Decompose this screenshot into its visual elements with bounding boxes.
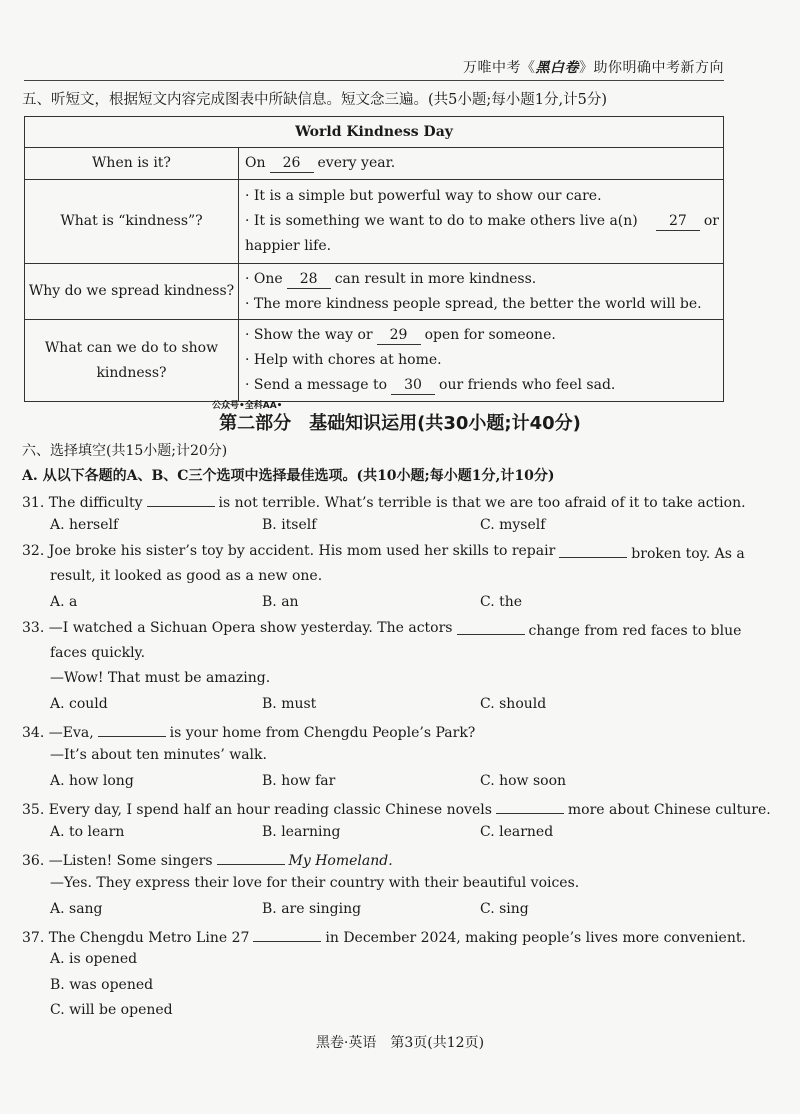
- answer-blank: [147, 492, 215, 507]
- option-b[interactable]: B. learning: [262, 824, 341, 840]
- answer-blank: [217, 850, 285, 865]
- table-question: What is “kindness”?: [25, 180, 239, 264]
- option-c[interactable]: C. myself: [480, 517, 546, 533]
- section5-title: 五、听短文，根据短文内容完成图表中所缺信息。短文念三遍。(共5小题;每小题1分,计5分): [22, 92, 607, 108]
- table-question: When is it?: [25, 148, 239, 180]
- option-a[interactable]: A. how long: [50, 773, 134, 789]
- table-title: World Kindness Day: [25, 117, 724, 148]
- header-slogan: 万唯中考《黑白卷》助你明确中考新方向: [463, 60, 724, 76]
- answer-blank: [253, 927, 321, 942]
- watermark-text: 公众号•全科AA•: [212, 401, 283, 411]
- table-answer: · It is a simple but powerful way to show our care. · It is something we want to do to make others live a(n) 27 or happier life.: [239, 180, 724, 264]
- kindness-table: [24, 116, 724, 402]
- question-34: 34. —Eva, is your home from Chengdu People’s Park?: [22, 722, 475, 741]
- option-c[interactable]: C. the: [480, 594, 523, 610]
- option-c[interactable]: C. should: [480, 696, 547, 712]
- question-32-cont: result, it looked as good as a new one.: [50, 568, 323, 584]
- option-b[interactable]: B. are singing: [262, 901, 362, 917]
- option-a[interactable]: A. is opened: [50, 951, 138, 967]
- option-a[interactable]: A. herself: [50, 517, 119, 533]
- option-a[interactable]: A. sang: [50, 901, 103, 917]
- answer-blank: 28: [287, 270, 331, 289]
- option-b[interactable]: B. itself: [262, 517, 317, 533]
- answer-blank: [496, 799, 564, 814]
- section6-subA-title: A. 从以下各题的A、B、C三个选项中选择最佳选项。(共10小题;每小题1分,计10分): [22, 468, 555, 484]
- table-answer: · One 28 can result in more kindness. · The more kindness people spread, the better the world will be.: [239, 264, 724, 320]
- answer-blank: 27: [656, 212, 700, 231]
- option-b[interactable]: B. was opened: [50, 977, 154, 993]
- table-answer: On 26 every year.: [239, 148, 724, 180]
- table-question: What can we do to show kindness?: [25, 320, 239, 402]
- answer-blank: [98, 722, 166, 737]
- option-c[interactable]: C. will be opened: [50, 1002, 173, 1018]
- answer-blank: 30: [391, 376, 435, 395]
- answer-blank: [559, 543, 627, 558]
- question-35: 35. Every day, I spend half an hour reading classic Chinese novels more about Chinese culture.: [22, 799, 771, 818]
- question-37: 37. The Chengdu Metro Line 27 in December 2024, making people’s lives more convenient.: [22, 927, 746, 946]
- option-b[interactable]: B. an: [262, 594, 299, 610]
- question-33: 33. —I watched a Sichuan Opera show yesterday. The actors change from red faces to blue: [22, 620, 742, 639]
- question-31: 31. The difficulty is not terrible. What’s terrible is that we are too afraid of it to take action.: [22, 492, 746, 511]
- question-33-reply: —Wow! That must be amazing.: [50, 670, 271, 686]
- part2-title: 第二部分 基础知识运用(共30小题;计40分): [219, 413, 581, 434]
- option-a[interactable]: A. to learn: [50, 824, 125, 840]
- option-c[interactable]: C. how soon: [480, 773, 567, 789]
- option-c[interactable]: C. learned: [480, 824, 554, 840]
- question-32: 32. Joe broke his sister’s toy by accident. His mom used her skills to repair broken toy. As a: [22, 543, 745, 562]
- table-question: Why do we spread kindness?: [25, 264, 239, 320]
- option-c[interactable]: C. sing: [480, 901, 529, 917]
- option-a[interactable]: A. a: [50, 594, 78, 610]
- header-divider: [24, 80, 724, 81]
- answer-blank: 29: [377, 326, 421, 345]
- question-33-cont: faces quickly.: [50, 645, 146, 661]
- answer-blank: [457, 620, 525, 635]
- option-b[interactable]: B. must: [262, 696, 317, 712]
- table-answer: · Show the way or 29 open for someone. · Help with chores at home. · Send a message to 30 our friends who feel sad.: [239, 320, 724, 402]
- question-36: 36. —Listen! Some singers My Homeland.: [22, 850, 393, 869]
- option-b[interactable]: B. how far: [262, 773, 336, 789]
- page-footer: 黑卷·英语 第3页(共12页): [315, 1035, 485, 1051]
- question-36-reply: —Yes. They express their love for their country with their beautiful voices.: [50, 875, 580, 891]
- answer-blank: 26: [270, 154, 314, 173]
- question-34-reply: —It’s about ten minutes’ walk.: [50, 747, 267, 763]
- section6-title: 六、选择填空(共15小题;计20分): [22, 443, 228, 459]
- option-a[interactable]: A. could: [50, 696, 108, 712]
